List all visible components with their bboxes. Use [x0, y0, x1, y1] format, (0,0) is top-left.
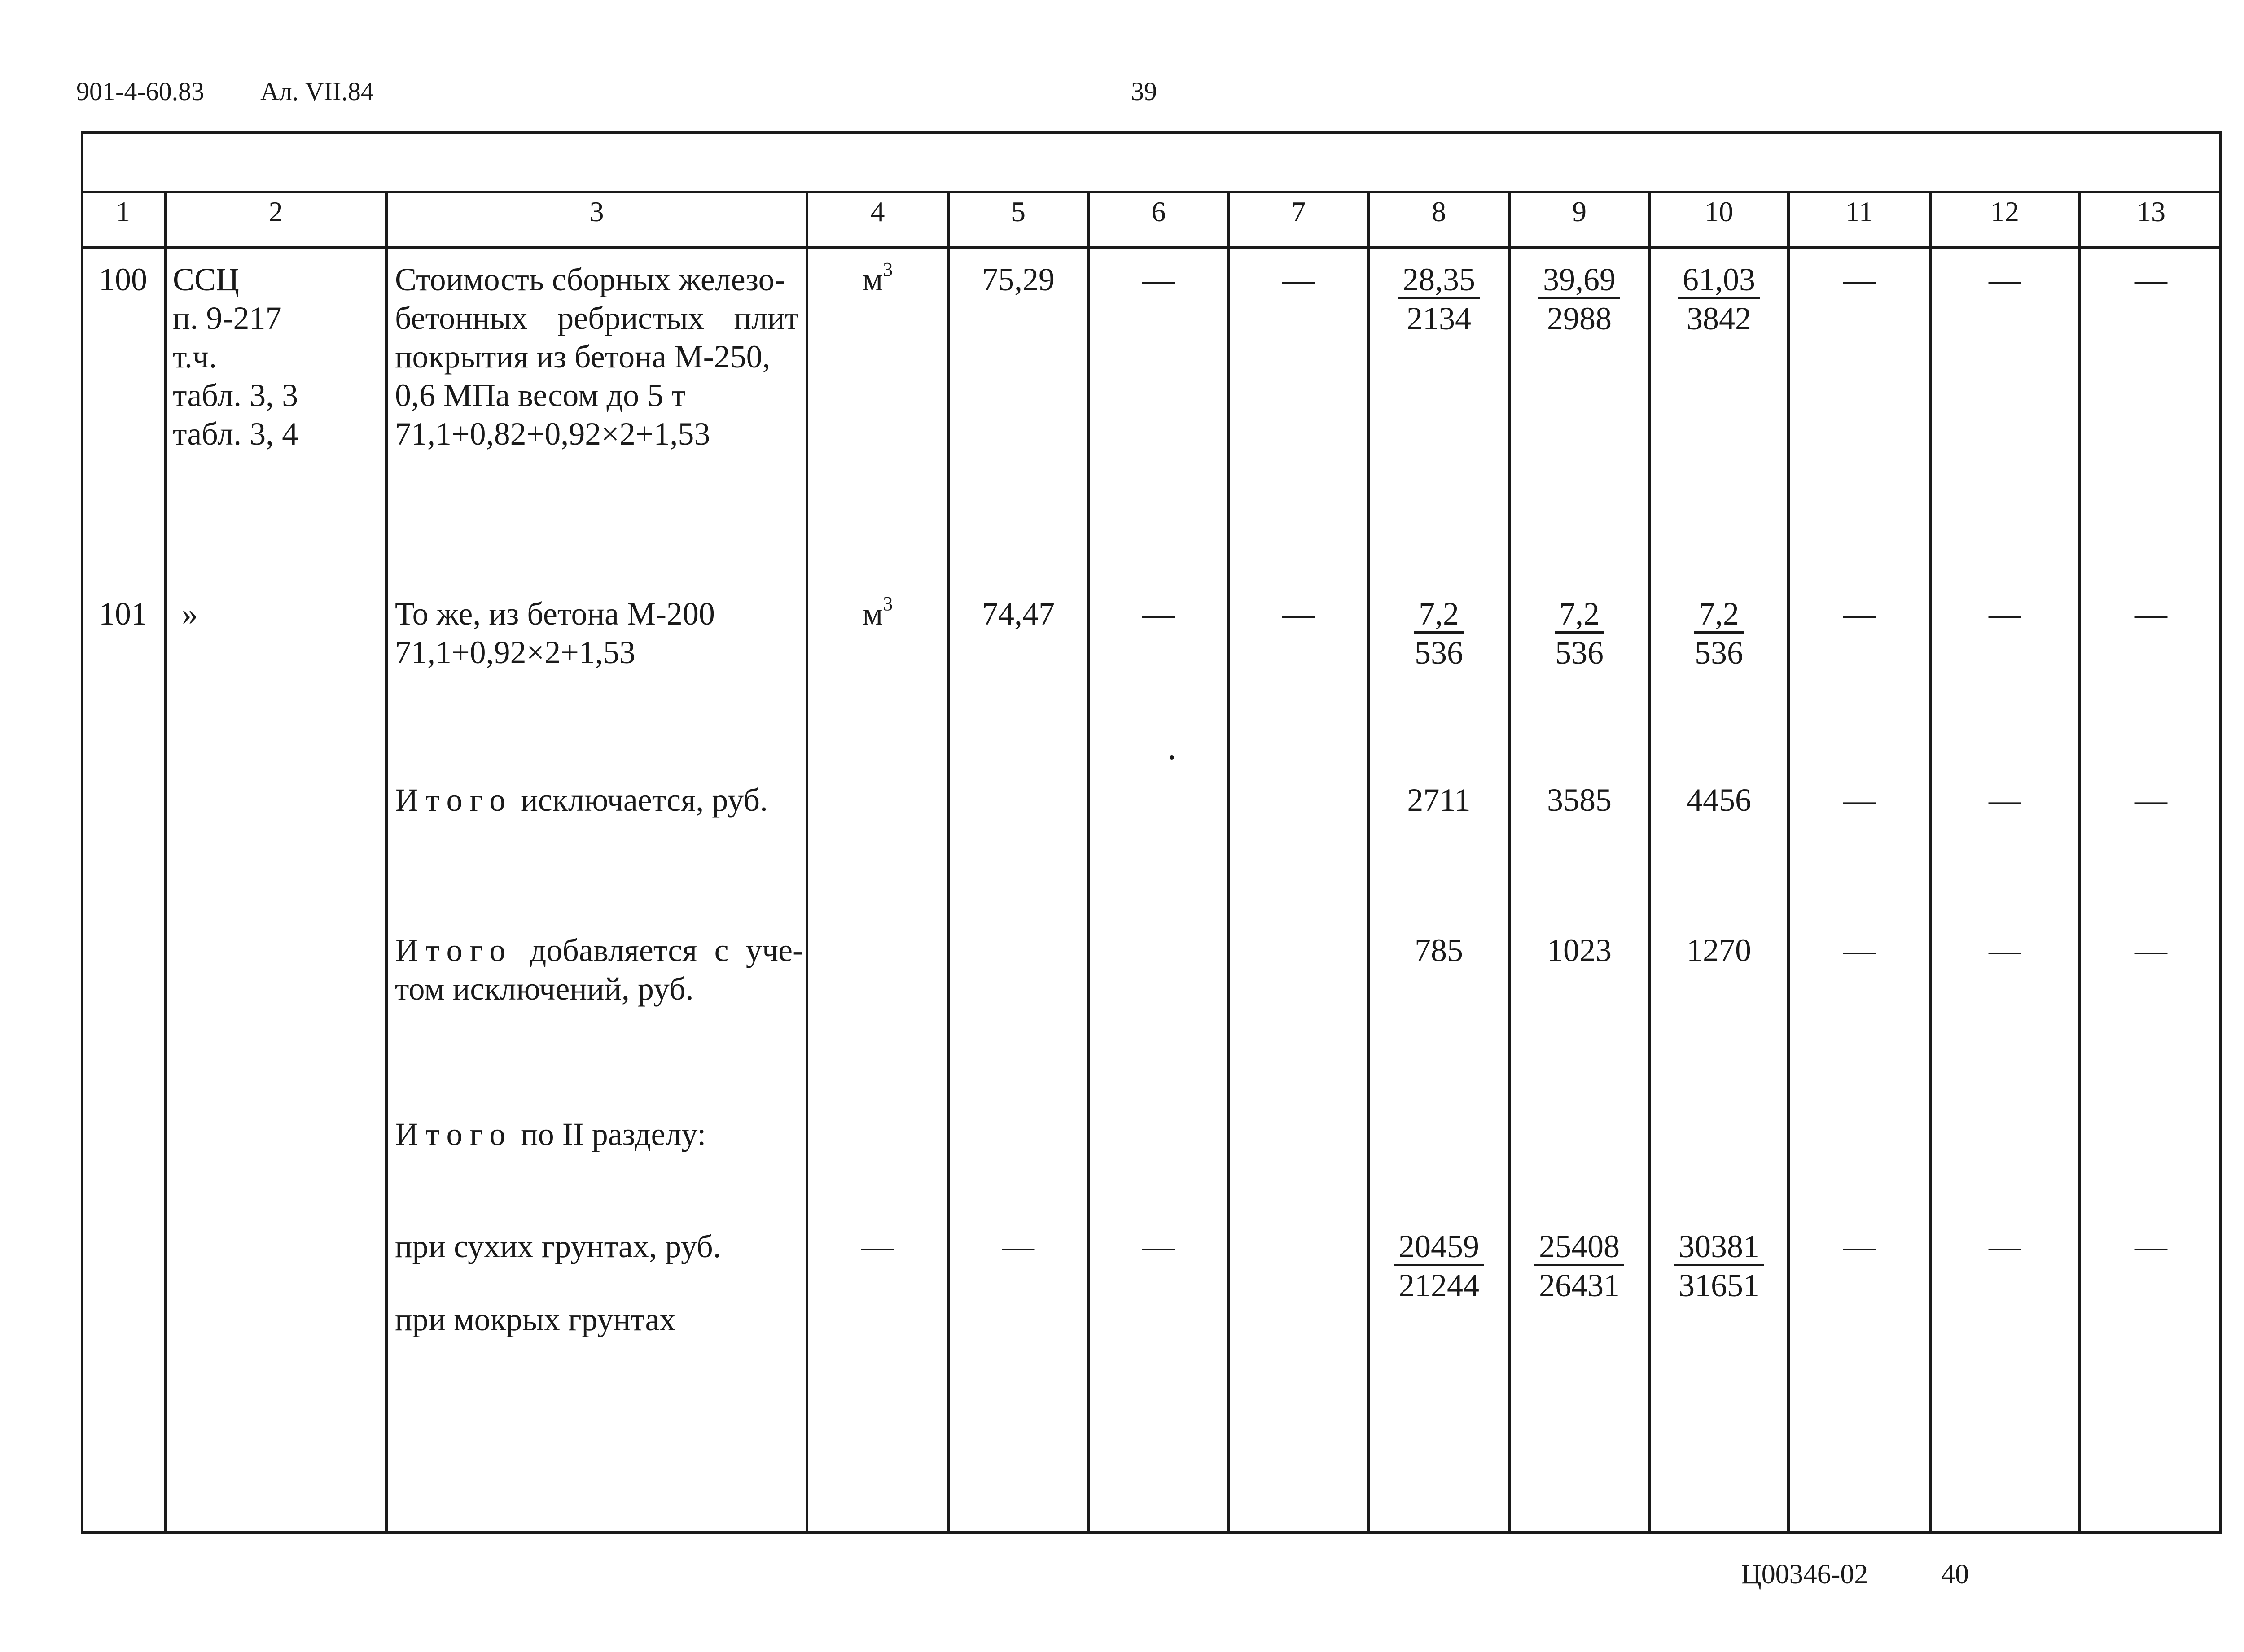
description-line: То же, из бетона М-200 [395, 596, 715, 632]
row-number: 100 [99, 262, 147, 297]
col-divider [1508, 191, 1511, 1534]
column-number: 10 [1705, 196, 1733, 227]
row-quantity: 74,47 [982, 596, 1055, 632]
column-number: 9 [1572, 196, 1587, 227]
description-line: Стоимость сборных железо- [395, 262, 785, 297]
wet-soils-label: при мокрых грунтах [395, 1302, 676, 1337]
description-line: том исключений, руб. [395, 971, 694, 1007]
row-description [395, 594, 799, 672]
empty-dash: — [1142, 596, 1175, 632]
reference-line: табл. 3, 3 [173, 377, 298, 413]
row-reference: » [182, 596, 198, 632]
empty-dash: — [1989, 782, 2021, 818]
excluded-value: 4456 [1687, 782, 1751, 818]
description-line: 71,1+0,92×2+1,53 [395, 634, 636, 670]
fraction-value: $\frac{39,69}{2988}$ [1511, 262, 1648, 338]
column-number: 8 [1432, 196, 1446, 227]
row-reference [173, 260, 379, 453]
empty-dash: — [2135, 932, 2167, 968]
added-value: 1270 [1687, 932, 1751, 968]
description-line: покрытия из бетона М-250, [395, 339, 771, 375]
fraction-value: $\frac{20459}{21244}$ [1370, 1228, 1508, 1305]
col-divider [1648, 191, 1651, 1534]
column-number: 7 [1291, 196, 1306, 227]
row-description [395, 260, 799, 453]
header-row-bottom-line [81, 246, 2222, 249]
column-number: 4 [870, 196, 885, 227]
empty-dash: — [1843, 1228, 1876, 1264]
empty-dash: — [1843, 596, 1876, 632]
page-number: 39 [1131, 77, 1157, 106]
row-quantity: 75,29 [982, 262, 1055, 297]
description-line: бетонных ребристых плит [395, 300, 799, 336]
column-number: 2 [268, 196, 283, 227]
stray-mark [1170, 755, 1174, 760]
col-divider [164, 191, 167, 1534]
col-divider [2078, 191, 2081, 1534]
dry-soils-label: при сухих грунтах, руб. [395, 1228, 721, 1264]
reference-line: табл. 3, 4 [173, 416, 298, 452]
empty-dash: — [2135, 782, 2167, 818]
fraction-value: $\frac{7,2}{536}$ [1695, 596, 1743, 671]
reference-line: ССЦ [173, 262, 240, 297]
added-total-label: Итого добавляется с уче- том исключений, руб. [395, 931, 803, 1008]
section-total-label: Итого по II разделу: [395, 1116, 706, 1152]
column-number: 1 [116, 196, 130, 227]
col-divider [385, 191, 388, 1534]
col-divider [1087, 191, 1090, 1534]
reference-line: т.ч. [173, 339, 217, 375]
description-line: 0,6 МПа весом до 5 т [395, 377, 686, 413]
empty-dash: — [1282, 596, 1315, 632]
empty-dash: — [1142, 262, 1175, 297]
empty-dash: — [2135, 1228, 2167, 1264]
empty-dash: — [1002, 1228, 1034, 1264]
empty-dash: — [861, 1228, 894, 1264]
fraction-value: $\frac{28,35}{2134}$ [1370, 262, 1508, 338]
footer-code: Ц00346-02 [1741, 1559, 1868, 1590]
album-number: Ал. VII.84 [260, 77, 374, 106]
col-divider [947, 191, 950, 1534]
document-code: 901-4-60.83 [76, 77, 205, 106]
excluded-value: 3585 [1547, 782, 1612, 818]
empty-dash: — [1843, 262, 1876, 297]
empty-dash: — [1989, 932, 2021, 968]
row-unit: $м^3$ [862, 593, 893, 632]
column-number: 3 [589, 196, 604, 227]
col-divider [806, 191, 808, 1534]
footer-page: 40 [1941, 1559, 1969, 1590]
empty-dash: — [2135, 596, 2167, 632]
added-value: 785 [1415, 932, 1463, 968]
row-unit: $м^3$ [862, 258, 893, 297]
col-divider [1227, 191, 1230, 1534]
column-number: 5 [1011, 196, 1026, 227]
empty-dash: — [2135, 262, 2167, 297]
added-value: 1023 [1547, 932, 1612, 968]
header-row-top-line [81, 191, 2222, 193]
empty-dash: — [1989, 596, 2021, 632]
fraction-value: $\frac{7,2}{536}$ [1415, 596, 1463, 671]
column-number: 6 [1151, 196, 1166, 227]
excluded-value: 2711 [1407, 782, 1471, 818]
empty-dash: — [1843, 932, 1876, 968]
empty-dash: — [1142, 1228, 1175, 1264]
empty-dash: — [1282, 262, 1315, 297]
col-divider [1367, 191, 1370, 1534]
empty-dash: — [1989, 262, 2021, 297]
row-number: 101 [99, 596, 147, 632]
empty-dash: — [1989, 1228, 2021, 1264]
empty-dash: — [1843, 782, 1876, 818]
column-number: 12 [1990, 196, 2019, 227]
fraction-value: $\frac{25408}{26431}$ [1511, 1228, 1648, 1305]
column-number: 11 [1845, 196, 1873, 227]
fraction-value: $\frac{61,03}{3842}$ [1651, 262, 1787, 338]
fraction-value: $\frac{7,2}{536}$ [1555, 596, 1604, 671]
reference-line: п. 9-217 [173, 300, 282, 336]
fraction-value: $\frac{30381}{31651}$ [1651, 1228, 1787, 1305]
excluded-total-label: Итого исключается, руб. [395, 782, 768, 818]
col-divider [1787, 191, 1790, 1534]
column-number: 13 [2137, 196, 2165, 227]
description-line: 71,1+0,82+0,92×2+1,53 [395, 416, 710, 452]
col-divider [1929, 191, 1932, 1534]
